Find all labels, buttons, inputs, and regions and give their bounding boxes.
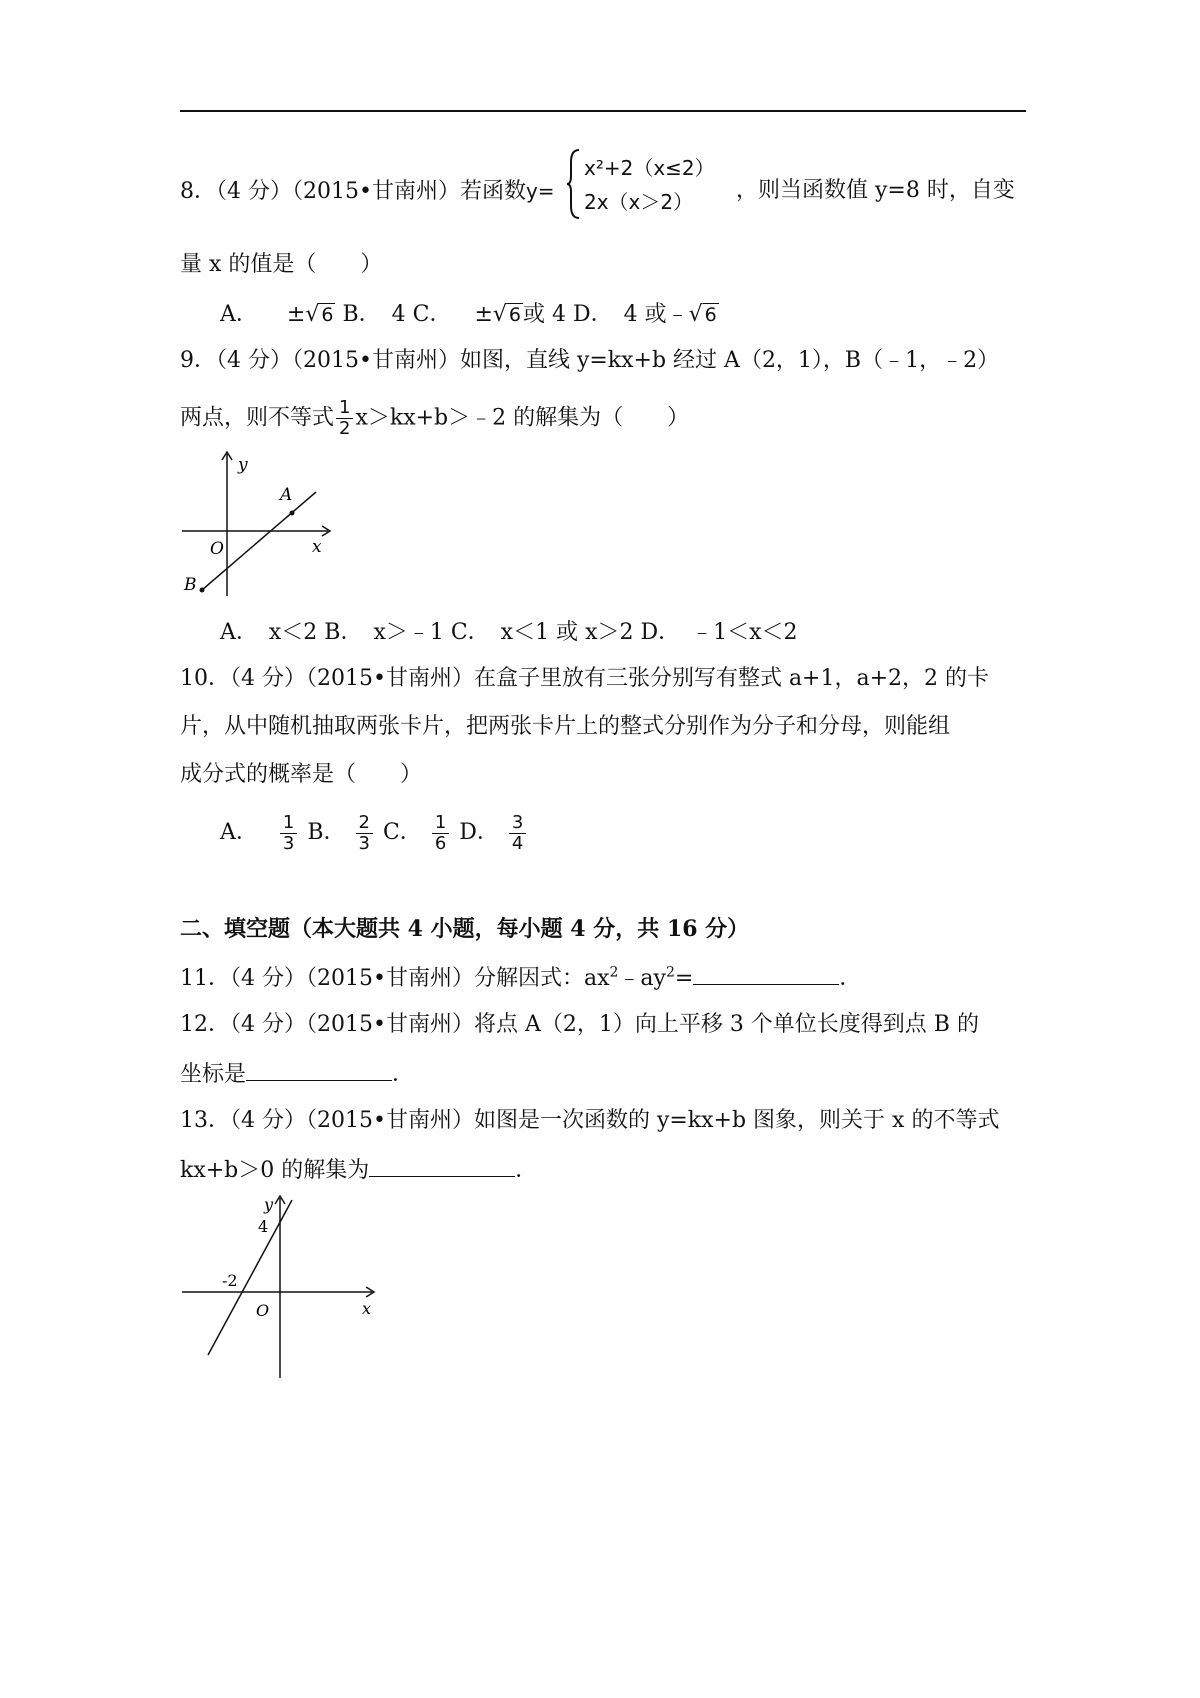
section2-heading: 二、填空题（本大题共 4 小题，每小题 4 分，共 16 分） bbox=[180, 916, 750, 942]
q13-o-label: O bbox=[256, 1301, 270, 1320]
q13-line1: 13．（4 分）（2015•甘南州）如图是一次函数的 y=kx+b 图象，则关于 x 的不等式 bbox=[180, 1108, 1000, 1133]
q8-suffix: ，则当函数值 y=8 时，自变 bbox=[736, 178, 1015, 203]
q9-o-label: O bbox=[210, 539, 224, 559]
q9-figure bbox=[180, 448, 340, 600]
q10-frac-d: $\frac{3}{4}$ bbox=[509, 813, 526, 854]
q10-frac-b: $\frac{2}{3}$ bbox=[356, 813, 373, 854]
sqrt-icon: √ 6 bbox=[305, 302, 334, 327]
q8-opt-a-label: A． bbox=[220, 302, 258, 327]
q8-opt-b: B． 4 C． bbox=[342, 302, 452, 327]
q10-opt-a: A． bbox=[220, 820, 258, 845]
q13-x-intercept: -2 bbox=[222, 1271, 238, 1290]
q8-opt-a-pm: ± bbox=[286, 302, 306, 327]
q8-brace bbox=[566, 148, 582, 220]
q11-answer-blank[interactable] bbox=[693, 962, 839, 985]
q9-x-label: x bbox=[312, 537, 322, 557]
q8-opt-d-rad: 6 bbox=[704, 304, 717, 326]
q13-y-label: y bbox=[264, 1195, 274, 1214]
q10-line1: 10．（4 分）（2015•甘南州）在盒子里放有三张分别写有整式 a+1，a+2，2 的卡 bbox=[180, 666, 990, 691]
q9-options: A． x＜2 B． x＞﹣1 C． x＜1 或 x＞2 D． ﹣1＜x＜2 bbox=[220, 620, 798, 645]
q9-line2-b: x＞kx+b＞﹣2 的解集为（ ） bbox=[355, 405, 690, 431]
q12-answer-blank[interactable] bbox=[246, 1058, 392, 1081]
q8-opt-c-pm: ± bbox=[474, 302, 493, 327]
q10-options bbox=[220, 808, 536, 858]
q9-point-a bbox=[290, 511, 295, 516]
q9-line2 bbox=[180, 398, 689, 439]
q8-prefix: 8．（4 分）（2015•甘南州）若函数 bbox=[180, 179, 526, 204]
q12-end: ． bbox=[392, 1062, 415, 1087]
q11-text-b: ﹣ay bbox=[618, 966, 666, 991]
sqrt-icon: √ 6 bbox=[492, 302, 522, 327]
q10-opt-d: D． bbox=[459, 820, 499, 845]
q13-end: ． bbox=[515, 1158, 538, 1183]
q12-line1: 12．（4 分）（2015•甘南州）将点 A（2，1）向上平移 3 个单位长度得到点 B 的 bbox=[180, 1012, 979, 1037]
q11-sup2: 2 bbox=[665, 964, 675, 981]
q13-figure bbox=[180, 1192, 380, 1382]
q11-text-a: 11．（4 分）（2015•甘南州）分解因式：ax bbox=[180, 966, 610, 991]
q13-line2-text: kx+b＞0 的解集为 bbox=[180, 1158, 370, 1183]
q8-line1 bbox=[180, 176, 555, 207]
q8-func-y: y= bbox=[525, 179, 555, 203]
q10-frac-a: $\frac{1}{3}$ bbox=[280, 813, 297, 854]
q12-line2 bbox=[180, 1058, 414, 1090]
q9-y-label: y bbox=[238, 455, 248, 475]
q12-line2-text: 坐标是 bbox=[180, 1062, 247, 1087]
q10-line2: 片，从中随机抽取两张卡片，把两张卡片上的整式分别作为分子和分母，则能组 bbox=[180, 714, 951, 739]
q11-end: ． bbox=[839, 966, 862, 991]
q8-opt-c-tail: 或 4 D． 4 或﹣ bbox=[523, 302, 689, 327]
q13-line2 bbox=[180, 1154, 537, 1186]
q8-line2: 量 x 的值是（ ） bbox=[180, 252, 383, 277]
q13-answer-blank[interactable] bbox=[369, 1154, 515, 1177]
q8-options bbox=[220, 300, 719, 330]
q9-fraction: $\frac{1}{2}$ bbox=[336, 398, 353, 439]
q8-opt-c-rad: 6 bbox=[508, 304, 522, 326]
q8-piece1: x²+2（x≤2） bbox=[584, 156, 715, 180]
header-rule bbox=[180, 110, 1026, 112]
q10-line3: 成分式的概率是（ ） bbox=[180, 762, 423, 787]
q11-sup1: 2 bbox=[609, 964, 619, 981]
q9-a-label: A bbox=[280, 485, 293, 505]
q9-line2-a: 两点，则不等式 bbox=[180, 405, 335, 431]
q10-opt-c: C． bbox=[382, 820, 422, 845]
q10-frac-c: $\frac{1}{6}$ bbox=[432, 813, 449, 854]
q9-point-b bbox=[200, 588, 205, 593]
q10-opt-b: B． bbox=[307, 820, 346, 845]
q9-line1: 9．（4 分）（2015•甘南州）如图，直线 y=kx+b 经过 A（2，1），B（﹣1，﹣2） bbox=[180, 348, 1000, 373]
sqrt-icon: √ 6 bbox=[688, 302, 717, 327]
q13-y-intercept: 4 bbox=[258, 1217, 269, 1236]
q13-x-label: x bbox=[362, 1299, 372, 1318]
q9-b-label: B bbox=[184, 575, 197, 595]
q8-piece2: 2x（x＞2） bbox=[584, 190, 694, 214]
q11-line bbox=[180, 962, 861, 994]
q8-opt-a-rad: 6 bbox=[321, 304, 334, 326]
q11-text-c: = bbox=[674, 966, 694, 991]
